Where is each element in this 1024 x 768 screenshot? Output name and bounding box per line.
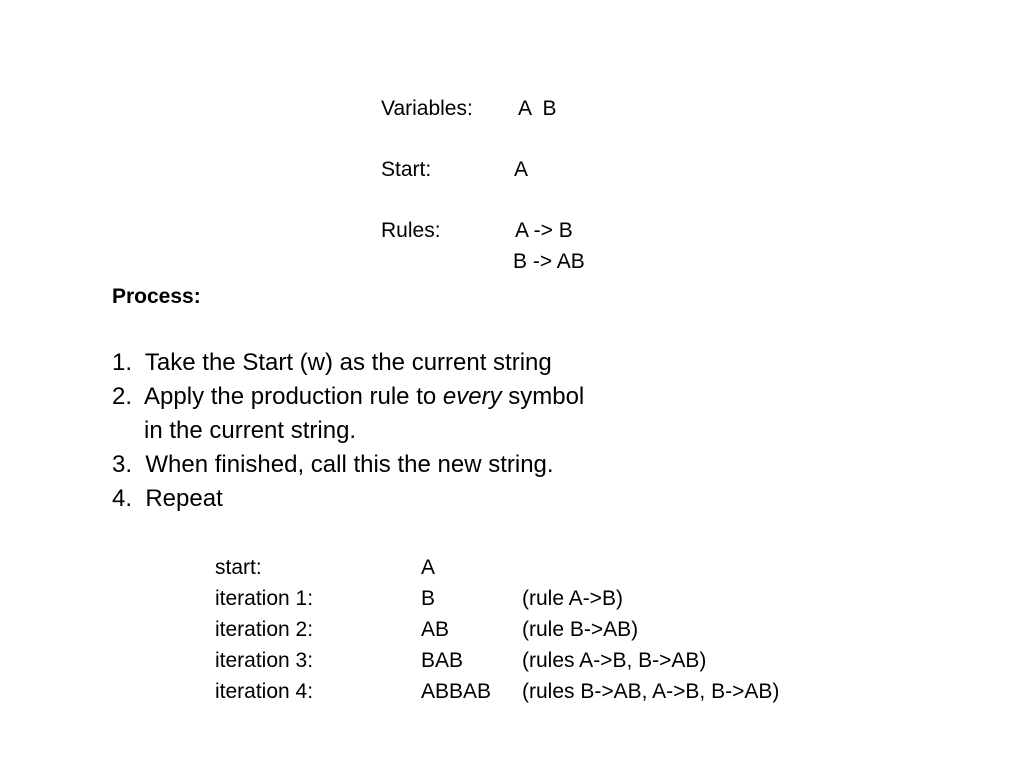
variables-label: Variables: [381, 97, 473, 120]
iteration-value: A [421, 556, 436, 579]
iteration-value: BAB [421, 649, 464, 672]
step-1: 1. Take the Start (w) as the current string [112, 349, 552, 376]
iteration-note: (rule B->AB) [522, 618, 639, 641]
step-2-emphasis: every [442, 383, 502, 410]
rules-label: Rules: [381, 219, 441, 242]
step-4: 4. Repeat [112, 485, 223, 512]
variables-value: A B [518, 97, 557, 120]
iteration-label: iteration 3: [215, 649, 314, 672]
iteration-label: iteration 4: [215, 680, 314, 703]
iteration-label: start: [215, 556, 262, 579]
step-2-post: symbol [501, 383, 585, 410]
iteration-label: iteration 1: [215, 587, 314, 610]
iteration-value: ABBAB [421, 680, 492, 703]
iteration-label: iteration 2: [215, 618, 314, 641]
rule-2: B -> AB [513, 250, 585, 273]
iteration-value: B [421, 587, 436, 610]
step-3: 3. When finished, call this the new string. [112, 451, 554, 478]
iteration-note: (rules A->B, B->AB) [522, 649, 707, 672]
step-2-continuation: in the current string. [144, 417, 357, 444]
rule-1: A -> B [515, 219, 573, 242]
process-heading: Process: [112, 285, 201, 308]
iteration-note: (rule A->B) [522, 587, 623, 610]
start-value: A [514, 158, 529, 181]
iteration-note: (rules B->AB, A->B, B->AB) [522, 680, 780, 703]
iteration-value: AB [421, 618, 450, 641]
start-label: Start: [381, 158, 432, 181]
step-2 [112, 385, 584, 409]
step-2-pre: 2. Apply the production rule to [112, 383, 443, 410]
